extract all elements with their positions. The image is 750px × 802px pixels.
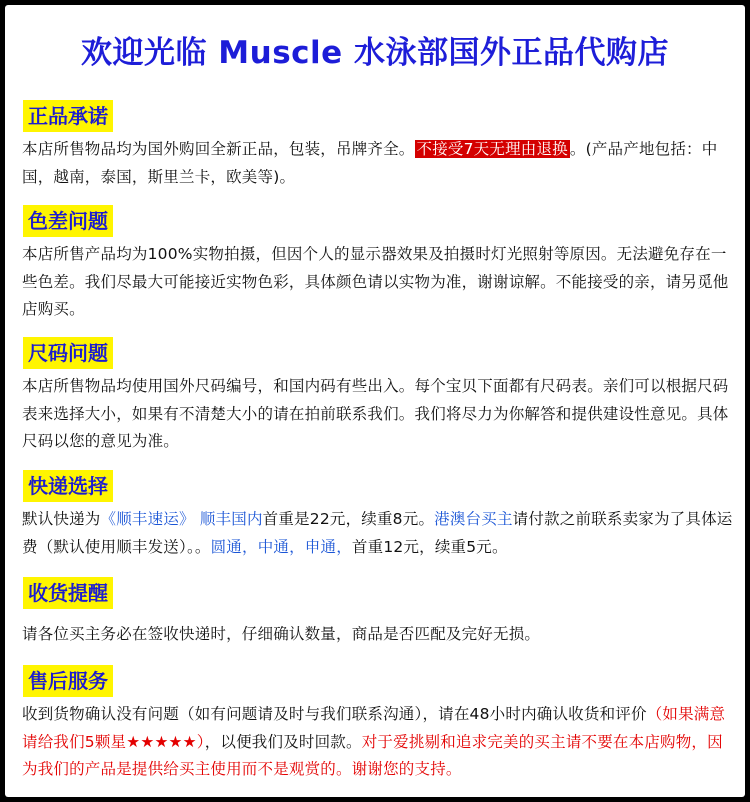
other-couriers: 圆通，中通，申通， [210, 537, 352, 556]
section-heading: 收货提醒 [23, 577, 113, 609]
no-return-highlight: 不接受7天无理由退换 [416, 140, 568, 158]
text-span: 。(产品产地包括：中国，越南，泰国，斯里兰卡，欧美等)。 [22, 140, 718, 186]
section-text [22, 136, 736, 191]
section-heading: 快递选择 [23, 470, 113, 502]
section-authenticity [22, 100, 736, 191]
text-span: 请付款之前联系卖家为了具体运费（默认使用顺丰发送）。。 [22, 510, 733, 556]
notice-board [5, 5, 745, 797]
text-span: 首重12元，续重5元。 [351, 537, 508, 556]
text-span: 首重是22元，续重8元。 [262, 510, 435, 528]
section-heading: 尺码问题 [23, 337, 113, 369]
text-span: 本店所售物品均为国外购回全新正品，包装，吊牌齐全。 [22, 140, 415, 158]
hk-macau-tw-buyers: 港澳台买主 [434, 510, 513, 528]
section-text [22, 701, 736, 784]
text-span: 收到货物确认没有问题（如有问题请及时与我们联系沟通），请在48小时内确认收货和评价 [22, 705, 647, 723]
page-title: 欢迎光临 Muscle 水泳部国外正品代购店 [81, 35, 669, 71]
section-heading: 正品承诺 [23, 100, 113, 132]
section-heading: 色差问题 [23, 205, 113, 237]
section-shipping [22, 470, 736, 561]
perfectionist-warning: 对于爱挑剔和追求完美的买主请不要在本店购物，因为我们的产品是提供给买主使用而不是观赏的。谢谢您的支持。 [22, 732, 723, 778]
section-text: 本店所售物品均使用国外尺码编号，和国内码有些出入。每个宝贝下面都有尺码表。亲们可以根据尺码表来选择大小，如果有不清楚大小的请在拍前联系我们。我们将尽力为你解答和提供建设性意见。具体尺码以您的意见为准。 [22, 377, 729, 450]
section-heading: 售后服务 [23, 665, 113, 697]
section-text: 本店所售产品均为100%实物拍摄，但因个人的显示器效果及拍摄时灯光照射等原因。无法避免存在一些色差。我们尽最大可能接近实物色彩，具体颜色请以实物为准，谢谢谅解。不能接受的亲，请另觅他店购买。 [22, 245, 729, 318]
five-star-request: （如果满意请给我们5颗星★★★★★） [22, 705, 726, 751]
section-receipt-reminder [22, 577, 736, 649]
section-after-sales [22, 665, 736, 784]
text-span: ，以便我们及时回款。 [204, 732, 362, 751]
courier-sf: 《顺丰速运》 顺丰国内 [100, 510, 263, 528]
section-color-difference [22, 205, 736, 324]
text-span: 默认快递为 [22, 510, 101, 528]
section-size [22, 337, 736, 456]
section-text: 请各位买主务必在签收快递时，仔细确认数量，商品是否匹配及完好无损。 [22, 625, 541, 643]
section-text [22, 506, 736, 561]
